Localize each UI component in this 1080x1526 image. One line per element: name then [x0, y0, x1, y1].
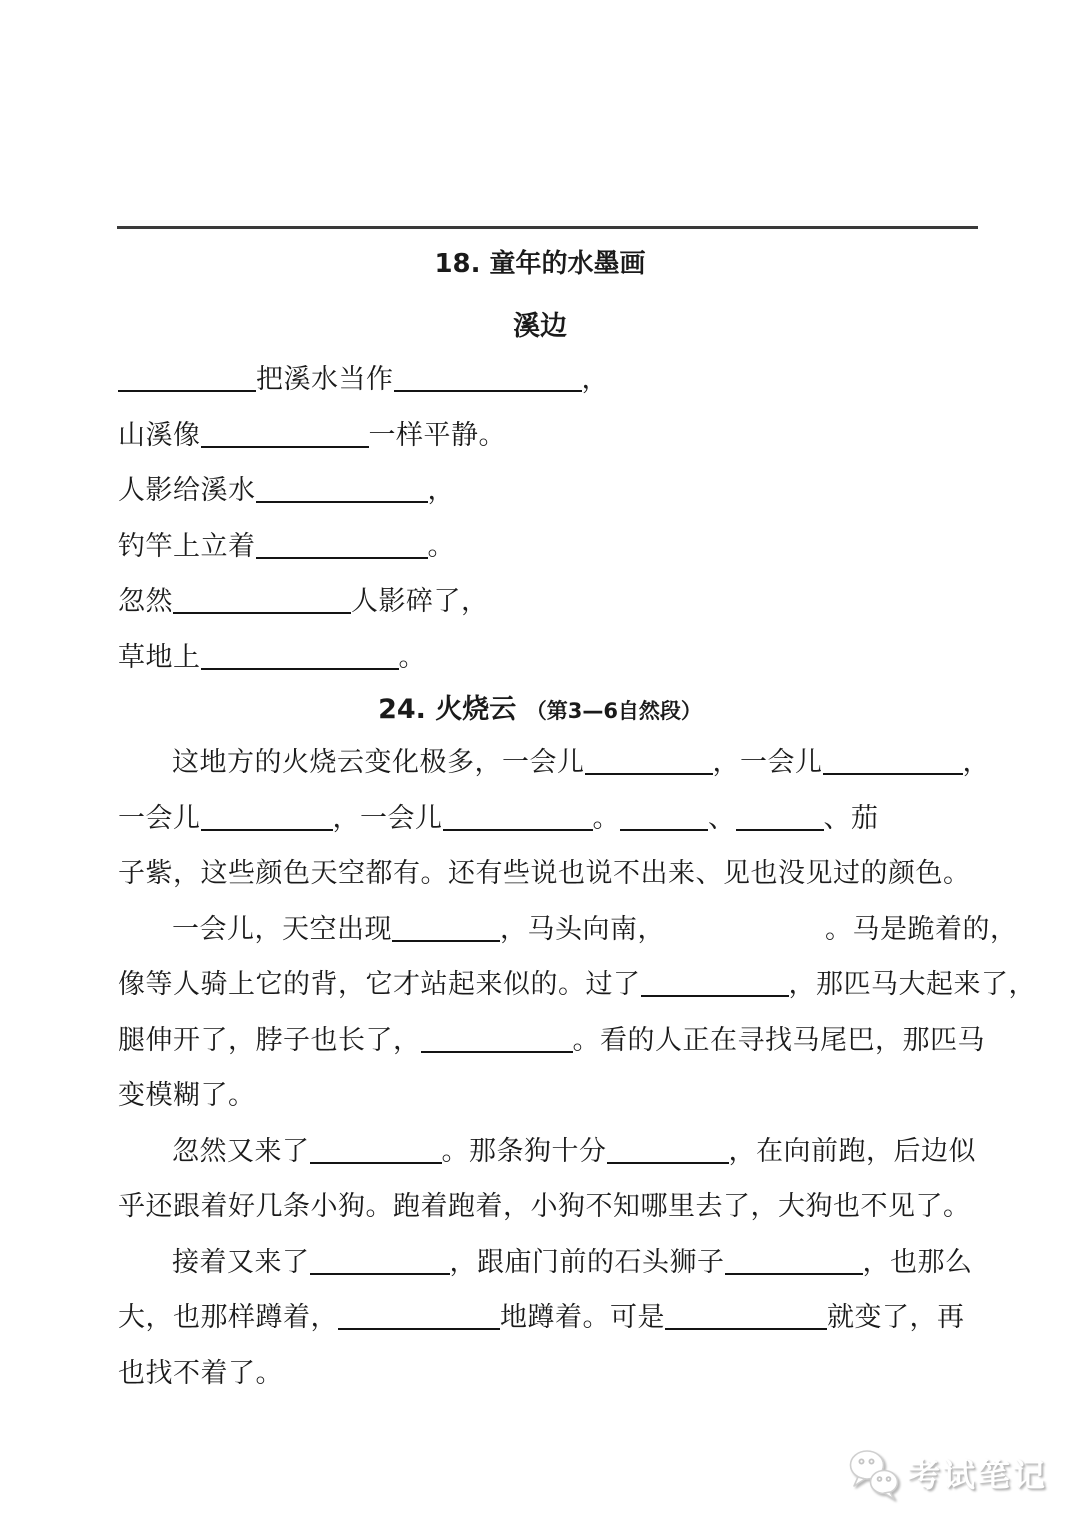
text-segment: 、茄: [823, 802, 879, 834]
text-segment: ，: [962, 747, 990, 778]
fill-in-blank: [665, 1328, 827, 1330]
text-segment: ，一会儿: [332, 802, 443, 834]
fill-in-blank: [641, 995, 789, 997]
fill-in-blank: [201, 829, 333, 831]
text-segment: ，: [427, 475, 455, 506]
text-segment: 。那条狗十分: [441, 1135, 607, 1167]
fill-in-blank: [338, 1328, 500, 1330]
text-segment: 山溪像: [118, 419, 201, 451]
text-segment: ，跟庙门前的石头狮子: [449, 1246, 725, 1278]
text-segment: ，马头向南，: [500, 913, 665, 945]
lesson-24-title-note: （第3—6自然段）: [525, 699, 702, 723]
lesson-24-title-text: 24. 火烧云: [378, 694, 517, 725]
fill-in-blank: [256, 557, 428, 559]
text-segment: 忽然: [118, 586, 173, 617]
fill-in-blank: [620, 829, 708, 831]
text-line: [118, 902, 1018, 958]
text-segment: 人影给溪水: [118, 475, 256, 506]
watermark-label: 考试笔记: [907, 1456, 1048, 1494]
fill-in-blank: [256, 501, 428, 503]
text-line: [118, 1013, 985, 1069]
text-segment: 一会儿，天空出现: [172, 913, 392, 945]
text-segment: 也找不着了。: [118, 1357, 283, 1389]
text-segment: 忽然又来了: [172, 1135, 310, 1167]
text-segment: ，一会儿: [712, 747, 823, 778]
watermark: [846, 1446, 1048, 1500]
fill-in-blank: [736, 829, 824, 831]
text-line: [118, 352, 980, 408]
text-line: [118, 1235, 980, 1291]
text-line: [118, 735, 990, 791]
fill-in-blank: [310, 1273, 450, 1275]
text-segment: ，在向前跑，后边似: [728, 1135, 976, 1167]
text-line: [118, 791, 980, 847]
fill-in-blank: [392, 940, 500, 942]
text-line: [118, 630, 980, 686]
text-segment: 。: [592, 802, 620, 834]
text-segment: 变模糊了。: [118, 1080, 256, 1111]
fill-in-blank: [421, 1051, 573, 1053]
fill-in-blank: [201, 668, 399, 670]
passage-block: [118, 735, 1036, 1401]
fill-in-blank: [118, 390, 256, 392]
text-segment: 大，也那样蹲着，: [118, 1302, 338, 1333]
text-segment: 子紫，这些颜色天空都有。还有些说也说不出来、见也没见过的颜色。: [118, 858, 971, 889]
text-line: [118, 1346, 980, 1402]
fill-in-blank: [823, 773, 963, 775]
lesson-24-title: [0, 690, 1080, 731]
paragraph: [118, 735, 990, 902]
text-segment: 。看的人正在寻找马尾巴，那匹马: [572, 1024, 985, 1056]
text-segment: ，那匹马大起来了，: [788, 969, 1036, 1000]
text-segment: 一会儿: [118, 802, 201, 834]
text-segment: 钓竿上立着: [118, 530, 256, 562]
text-segment: 就变了，再: [827, 1302, 965, 1333]
text-segment: 像等人骑上它的背，它才站起来似的。过了: [118, 969, 641, 1000]
text-segment: 。: [427, 530, 455, 562]
fill-in-blank: [607, 1162, 729, 1164]
fill-in-blank: [201, 446, 369, 448]
text-line: [118, 957, 1036, 1013]
text-segment: 人影碎了，: [351, 586, 489, 617]
fill-in-blank: [173, 612, 351, 614]
poem-lines-block: [118, 352, 980, 685]
paragraph: [118, 1124, 980, 1235]
poem-subtitle: 溪边: [513, 311, 567, 342]
text-segment: 。马是跪着的，: [825, 913, 1018, 945]
text-segment: 腿伸开了，脖子也长了，: [118, 1024, 421, 1056]
text-segment: 草地上: [118, 641, 201, 673]
text-segment: 地蹲着。可是: [500, 1302, 665, 1333]
section-divider: [117, 226, 978, 229]
text-segment: 接着又来了: [172, 1246, 310, 1278]
text-segment: 乎还跟着好几条小狗。跑着跑着，小狗不知哪里去了，大狗也不见了。: [118, 1191, 971, 1222]
text-line: [118, 1124, 980, 1180]
text-line: [118, 1290, 980, 1346]
text-line: [118, 408, 980, 464]
text-segment: 这地方的火烧云变化极多，一会儿: [172, 747, 585, 778]
text-segment: 、: [708, 802, 736, 834]
fill-in-blank: [585, 773, 713, 775]
text-line: [118, 1179, 980, 1235]
text-segment: 把溪水当作: [256, 364, 394, 395]
fill-in-blank: [443, 829, 593, 831]
paragraph: [118, 1235, 980, 1402]
lesson-18-title: 18. 童年的水墨画: [434, 249, 646, 279]
text-line: [118, 1068, 980, 1124]
fill-in-blank: [394, 390, 582, 392]
text-segment: ，: [581, 364, 609, 395]
text-segment: 一样平静。: [368, 419, 506, 451]
text-line: [118, 846, 980, 902]
text-line: [118, 463, 980, 519]
fill-in-blank: [310, 1162, 442, 1164]
text-segment: ，也那么: [862, 1246, 973, 1278]
text-line: [118, 574, 980, 630]
text-segment: 。: [398, 641, 426, 673]
fill-in-blank: [725, 1273, 863, 1275]
text-line: [118, 519, 980, 575]
wechat-chat-bubbles-icon: [846, 1446, 902, 1500]
blank-gap: [665, 941, 825, 942]
paragraph: [118, 902, 1036, 1124]
